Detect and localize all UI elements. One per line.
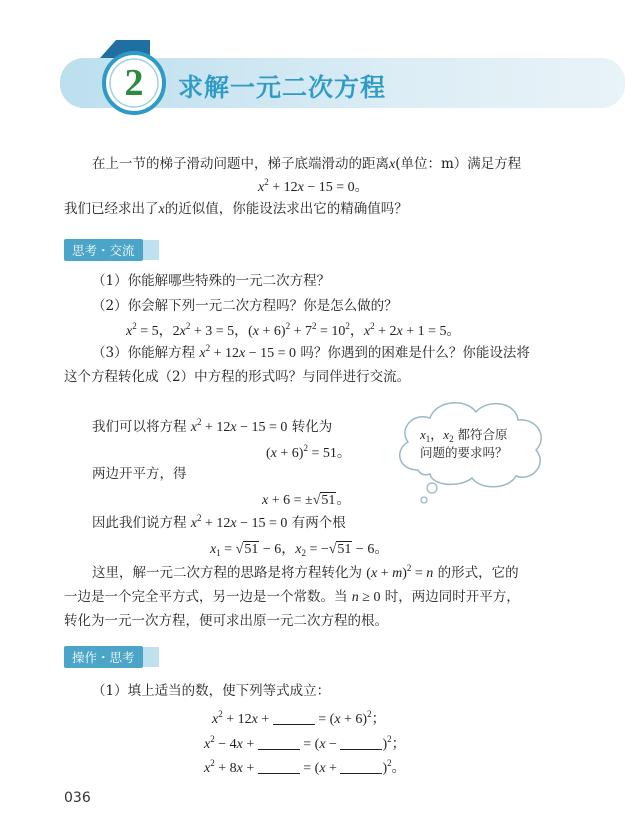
answer-blank[interactable] [258,761,300,774]
summary-line-3: 转化为一元一次方程，便可求出原一元二次方程的根。 [64,613,388,629]
cloud-text: $x_1$，$x_2$ 都符合原 问题的要求吗？ [420,427,508,460]
fill-equation-1: $x^2 + 12x$ + = $(x + 6)^2$； [212,709,386,727]
page-number: 036 [64,790,91,806]
question-3-line-2: 这个方程转化成（2）中方程的形式吗？与同伴进行交流。 [64,369,411,385]
intro-line-1: 在上一节的梯子滑动问题中，梯子底端滑动的距离x(单位：m）满足方程 [92,156,522,172]
answer-blank[interactable] [273,712,315,725]
question-2-equations: $x^2 = 5$，$2x^2 + 3 = 5$，$(x + 6)^2 + 7^2 = 10^2$，$x^2 + 2x + 1 = 5$。 [126,321,461,339]
answer-blank[interactable] [258,737,300,750]
summary-line-1: 这里，解一元二次方程的思路是将方程转化为 $(x + m)^2 = n$ 的形式，它的 [92,563,519,581]
solution-line-1: 我们可以将方程 $x^2 + 12x - 15 = 0$ 转化为 [92,417,333,435]
solution-equation-2: $(x + 6)^2 = 51$。 [266,443,351,461]
question-2: （2）你会解下列一元二次方程吗？你是怎么做的？ [92,298,398,314]
question-1: （1）你能解哪些特殊的一元二次方程？ [92,273,331,289]
intro-line-3: 我们已经求出了x的近似值，你能设法求出它的精确值吗？ [64,201,408,217]
solution-equation-4: x + 6 = ±√51。 [262,493,351,508]
section-title: 求解一元二次方程 [178,73,387,102]
intro-equation: $x^2 + 12x - 15 = 0$。 [258,177,369,195]
fill-equation-3: $x^2 + 8x$ + = $(x + )^2$。 [204,758,406,776]
answer-blank[interactable] [340,737,382,750]
section-number: 2 [124,62,144,104]
header-decoration [0,0,625,130]
fill-equation-2: $x^2 - 4x$ + = $(x - )^2$； [204,734,406,752]
solution-line-3: 两边开平方，得 [92,466,187,482]
summary-line-2: 一边是一个完全平方式，另一边是一个常数。当 n ≥ 0 时，两边同时开平方， [64,589,520,605]
solution-roots: $x_1 = √51 - 6$，$x_2 = -√51 - 6$。 [210,542,389,558]
answer-blank[interactable] [340,761,382,774]
operate-item-1: （1）填上适当的数，使下列等式成立： [92,683,331,699]
solution-line-5: 因此我们说方程 $x^2 + 12x - 15 = 0$ 有两个根 [92,513,346,531]
operate-think-badge: 操作・思考 [64,646,159,668]
question-3: （3）你能解方程 $x^2 + 12x - 15 = 0$ 吗？你遇到的困难是什么？你能设法将 [92,343,530,361]
think-exchange-badge: 思考・交流 [64,239,159,261]
